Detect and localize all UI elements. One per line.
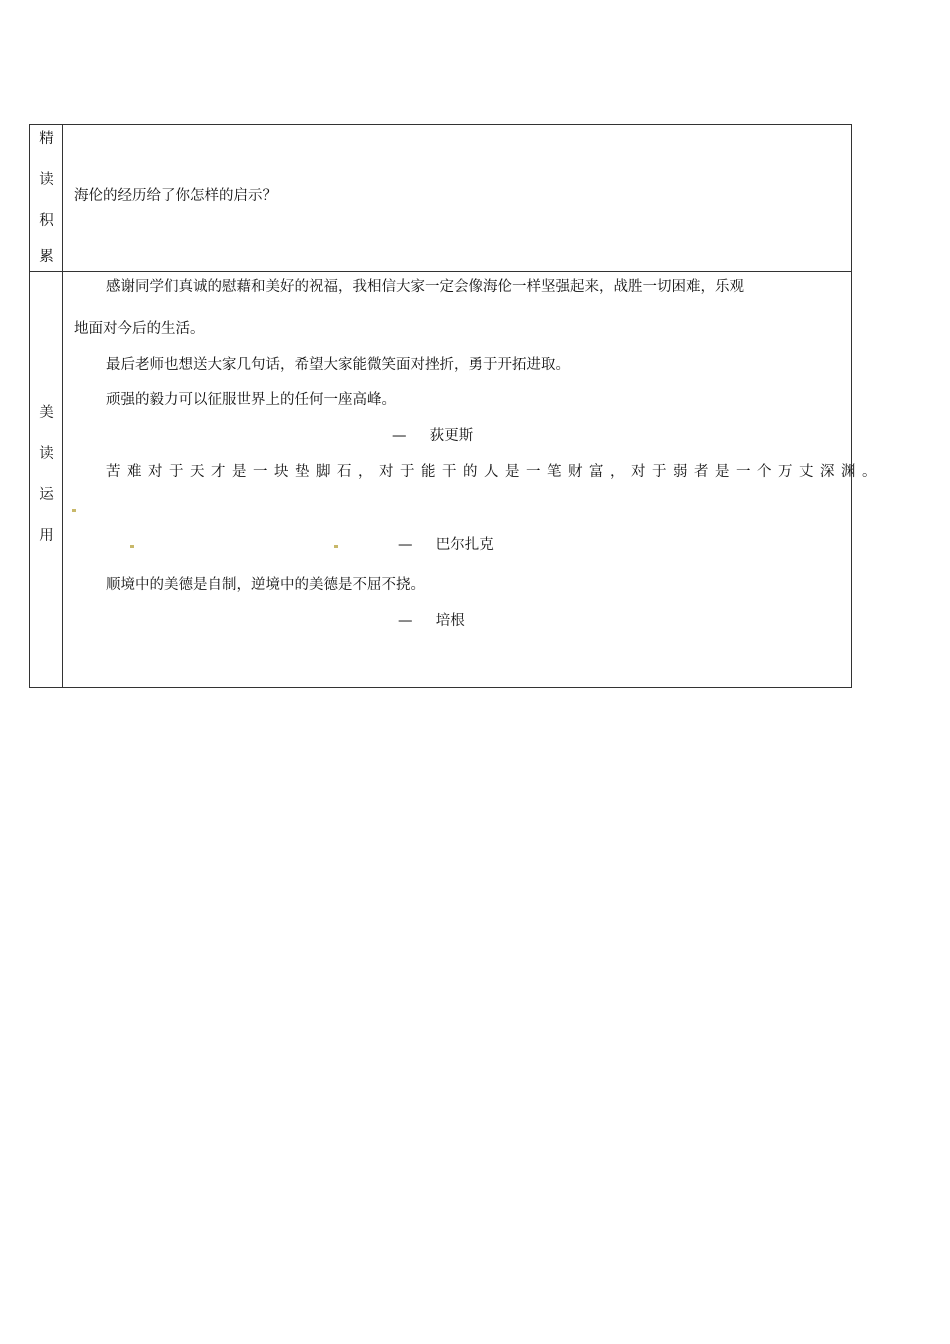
lesson-table bbox=[29, 124, 883, 688]
label-char: 精 bbox=[39, 131, 54, 147]
paragraph-1-line-2: 地面对今后的生活。 bbox=[74, 321, 205, 337]
label-char: 美 bbox=[39, 405, 54, 421]
label-char: 累 bbox=[39, 249, 54, 265]
quote-3-attribution bbox=[398, 609, 465, 630]
paragraph-2: 最后老师也想送大家几句话，希望大家能微笑面对挫折，勇于开拓进取。 bbox=[106, 357, 570, 373]
quote-3-text: 顺境中的美德是自制，逆境中的美德是不屈不挠。 bbox=[106, 577, 425, 593]
paragraph-1-line-1: 感谢同学们真诚的慰藉和美好的祝福，我相信大家一定会像海伦一样坚强起来，战胜一切困难，乐观 bbox=[106, 279, 744, 295]
attribution-dash: — bbox=[398, 613, 413, 629]
quote-3-author: 培根 bbox=[435, 613, 465, 629]
label-char: 积 bbox=[39, 213, 54, 229]
label-char: 读 bbox=[39, 172, 54, 188]
label-char: 运 bbox=[39, 487, 54, 503]
quote-1-attribution bbox=[392, 424, 473, 445]
highlight-mark bbox=[334, 545, 338, 548]
label-char: 读 bbox=[39, 446, 54, 462]
quote-2-attribution bbox=[398, 533, 494, 554]
highlight-mark bbox=[72, 509, 76, 512]
quote-2-author: 巴尔扎克 bbox=[435, 537, 494, 553]
attribution-dash: — bbox=[392, 428, 407, 444]
section-label-meidu bbox=[30, 403, 63, 567]
highlight-mark bbox=[130, 545, 134, 548]
quote-2-text: 苦难对于天才是一块垫脚石，对于能干的人是一笔财富，对于弱者是一个万丈深渊。 bbox=[106, 464, 883, 480]
attribution-dash: — bbox=[398, 537, 413, 553]
quote-1-author: 荻更斯 bbox=[429, 428, 474, 444]
label-char: 用 bbox=[39, 528, 54, 544]
row-divider bbox=[30, 271, 851, 272]
quote-1-text: 顽强的毅力可以征服世界上的任何一座高峰。 bbox=[106, 392, 396, 408]
section-label-jingdu bbox=[30, 129, 63, 288]
section1-question: 海伦的经历给了你怎样的启示？ bbox=[74, 188, 277, 204]
